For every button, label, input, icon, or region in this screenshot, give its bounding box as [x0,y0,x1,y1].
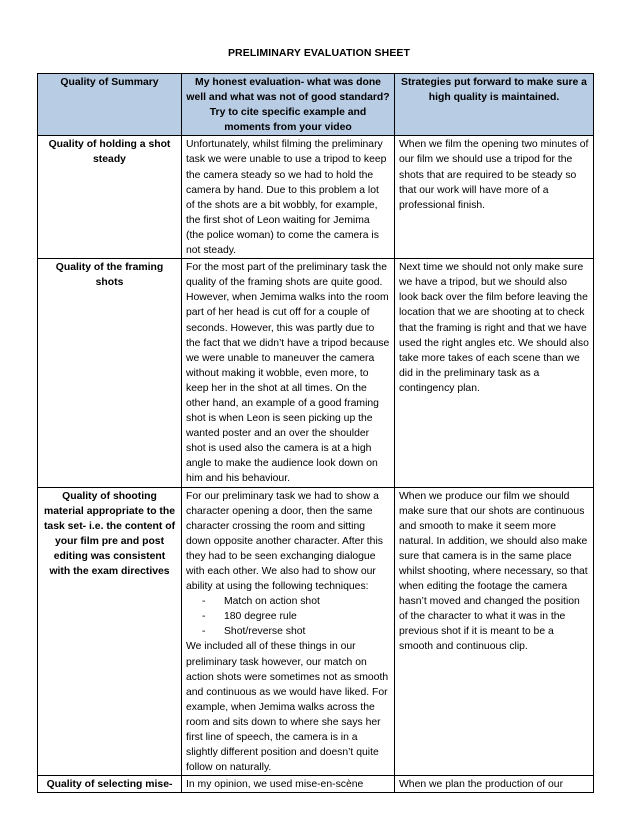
evaluation-table [37,73,594,793]
header-strategies: Strategies put forward to make sure a high quality is maintained. [395,74,594,136]
list-item: - Shot/reverse shot [202,624,390,639]
row-evaluation: Unfortunately, whilst filming the preliminary task we were unable to use a tripod to keep the camera steady so we had to hold the camera by hand. Due to this problem a lot of the shots are a bit wobbly, for example, the first shot of Leon waiting for Jemima (the police woman) to come the camera is not steady. [182,136,395,259]
row-criterion: Quality of the framing shots [38,259,182,487]
row-evaluation: In my opinion, we used mise-en-scène [182,776,395,793]
table-row [38,136,594,259]
row-evaluation [182,487,395,776]
document-title: PRELIMINARY EVALUATION SHEET [227,47,411,59]
evaluation-intro: For our preliminary task we had to show a character opening a door, then the same character crossing the room and sitting down opposite another character. After this they had to be seen exchanging dialogue with each other. We also had to show our ability at using the following techniques: [186,490,383,593]
table-header-row [38,74,594,136]
row-strategy: When we produce our film we should make sure that our shots are continuous and smooth to make it seem more natural. In addition, we should also make sure that camera is in the same place whilst shooting, where necessary, so that when editing the footage the camera hasn’t moved and changed the position of the character to what it was in the previous shot if it is meant to be a smooth and continuous clip. [395,487,594,776]
row-strategy: When we film the opening two minutes of our film we should use a tripod for the shots that are required to be steady so that our work will have more of a professional finish. [395,136,594,259]
list-item: - 180 degree rule [202,609,390,624]
row-criterion: Quality of selecting mise- [38,776,182,793]
evaluation-outro: We included all of these things in our preliminary task however, our match on action shots were sometimes not as smooth and continuous as we would have liked. For example, when Jemima walks across the room and sits down to where she says her first line of speech, the camera is in a slightly different position and doesn’t quite follow on naturally. [186,641,389,774]
row-criterion: Quality of shooting material appropriate to the task set- i.e. the content of your film pre and post editing was consistent with the exam directives [38,487,182,776]
list-item: - Match on action shot [202,594,390,609]
row-strategy: When we plan the production of our [395,776,594,793]
techniques-list [186,594,390,639]
row-strategy: Next time we should not only make sure we have a tripod, but we should also look back over the film before leaving the location that we are shooting at to check that the framing is right and that we have used the right angles etc. We should also take more takes of each scene than we did in the preliminary task as a contingency plan. [395,259,594,487]
header-quality-of-summary: Quality of Summary [38,74,182,136]
row-evaluation: For the most part of the preliminary task the quality of the framing shots are quite good. However, when Jemima walks into the room part of her head is cut off for a couple of seconds. However, this was partly due to the fact that we didn’t have a tripod because we were unable to maneuver the camera without making it wobble, even more, to keep her in the shot at all times. On the other hand, an example of a good framing shot is when Leon is seen picking up the wanted poster and an over the shoulder shot is used also the camera is at a high angle to make the audience look down on him and his behaviour. [182,259,395,487]
table-row [38,259,594,487]
table-row [38,776,594,793]
row-criterion: Quality of holding a shot steady [38,136,182,259]
table-row [38,487,594,776]
header-honest-evaluation: My honest evaluation- what was done well and what was not of good standard? Try to cite specific example and moments from your video [182,74,395,136]
